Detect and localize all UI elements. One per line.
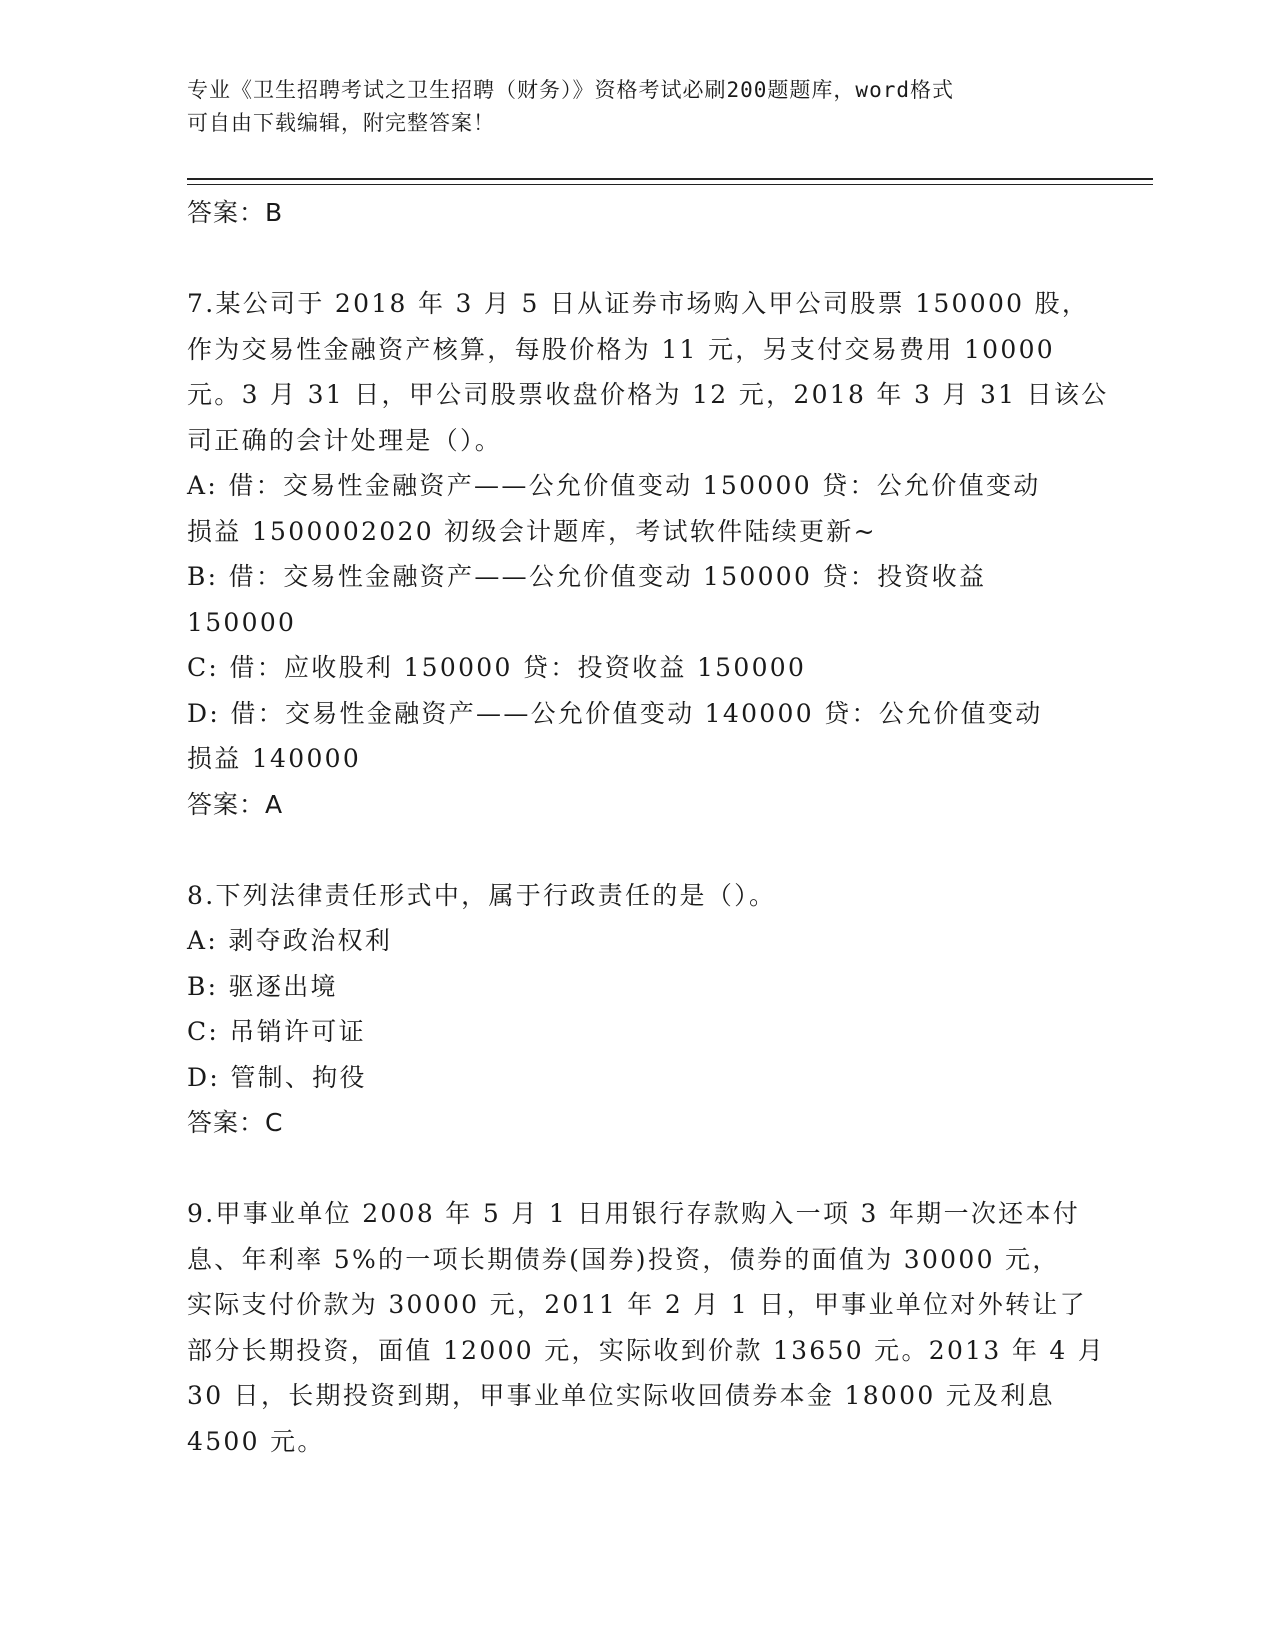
question-9-line: 9.甲事业单位 2008 年 5 月 1 日用银行存款购入一项 3 年期一次还本付 [187,1199,1081,1228]
question-8 [187,873,1077,1146]
previous-answer: 答案：B [187,198,284,227]
question-9-line: 部分长期投资，面值 12000 元，实际收到价款 13650 元。2013 年 4 月 [187,1335,1106,1365]
question-8-option-b: B: 驱逐出境 [187,971,338,1001]
question-7-option-b: B: 借：交易性金融资产——公允价值变动 150000 贷：投资收益 [187,562,987,591]
question-9-line: 30 日，长期投资到期，甲事业单位实际收回债券本金 18000 元及利息 [187,1381,1055,1410]
spacer [187,1146,1077,1192]
document-body [187,190,1109,1464]
question-7-line: 司正确的会计处理是（）。 [187,425,503,455]
header-rule-thin [187,184,1153,185]
question-7-line: 元。3 月 31 日，甲公司股票收盘价格为 12 元，2018 年 3 月 31 日该公 [187,380,1109,409]
question-7-option-d-cont: 损益 140000 [187,744,362,773]
question-9-line: 实际支付价款为 30000 元，2011 年 2 月 1 日，甲事业单位对外转让了 [187,1290,1087,1319]
document-header [187,74,1067,140]
question-7-option-a-cont: 损益 1500002020 初级会计题库，考试软件陆续更新~ [187,516,877,546]
question-8-option-a: A: 剥夺政治权利 [187,926,393,955]
question-7-line: 作为交易性金融资产核算，每股价格为 11 元，另支付交易费用 10000 [187,334,1055,364]
question-7-option-b-cont: 150000 [187,607,297,637]
spacer [187,236,1077,282]
question-8-answer: 答案：C [187,1108,284,1137]
spacer [187,827,1077,873]
question-7-line: 7.某公司于 2018 年 3 月 5 日从证券市场购入甲公司股票 150000 股， [187,289,1090,318]
question-7-answer: 答案：A [187,789,284,819]
question-7 [187,281,1109,827]
question-8-text: 8.下列法律责任形式中，属于行政责任的是（）。 [187,880,777,910]
question-9-line: 息、年利率 5%的一项长期债券(国券)投资，债券的面值为 30000 元， [187,1244,1060,1274]
header-rule-thick [187,178,1153,180]
question-9 [187,1191,1106,1464]
question-8-option-c: C: 吊销许可证 [187,1017,366,1046]
question-8-option-d: D: 管制、拘役 [187,1062,367,1092]
question-7-option-d: D: 借：交易性金融资产——公允价值变动 140000 贷：公允价值变动 [187,698,1043,728]
question-7-option-c: C: 借：应收股利 150000 贷：投资收益 150000 [187,653,807,682]
question-7-option-a: A: 借：交易性金融资产——公允价值变动 150000 贷：公允价值变动 [187,471,1041,500]
question-9-line: 4500 元。 [187,1426,325,1456]
header-line-2: 可自由下载编辑，附完整答案！ [187,111,495,135]
header-line-1: 专业《卫生招聘考试之卫生招聘（财务）》资格考试必刷200题题库，word格式 [187,78,954,102]
